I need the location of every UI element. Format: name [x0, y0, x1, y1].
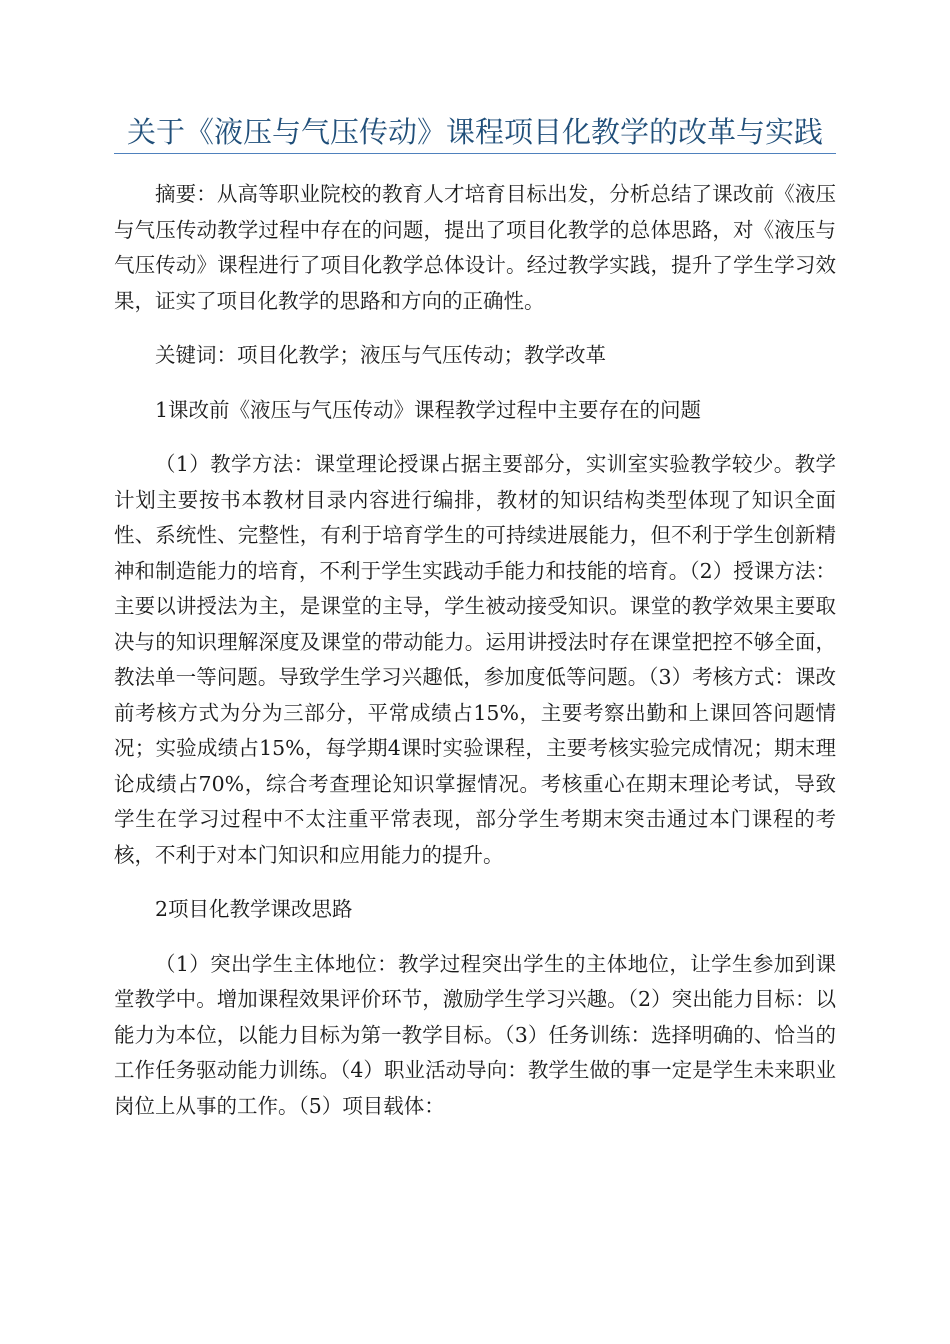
section-1-heading: 1课改前《液压与气压传动》课程教学过程中主要存在的问题 — [155, 397, 702, 422]
keywords-line: 关键词：项目化教学；液压与气压传动；教学改革 — [155, 343, 606, 367]
section-2-heading: 2项目化教学课改思路 — [155, 897, 353, 921]
title-underline — [114, 153, 836, 154]
abstract-paragraph: 摘要：从高等职业院校的教育人才培育目标出发，分析总结了课改前《液压与气压传动教学过程中存在的问题，提出了项目化教学的总体思路，对《液压与气压传动》课程进行了项目化教学总体设计。经过教学实践，提升了学生学习效果，证实了项目化教学的思路和方向的正确性。 — [114, 182, 836, 313]
document-body — [114, 177, 836, 1143]
document-title: 关于《液压与气压传动》课程项目化教学的改革与实践 — [126, 115, 823, 149]
section-2-paragraph: （1）突出学生主体地位：教学过程突出学生的主体地位，让学生参加到课堂教学中。增加课程效果评价环节，激励学生学习兴趣。（2）突出能力目标：以能力为本位，以能力目标为第一教学目标。（3）任务训练：选择明确的、恰当的工作任务驱动能力训练。（4）职业活动导向：教学生做的事一定是学生未来职业岗位上从事的工作。（5）项目载体： — [114, 951, 836, 1118]
section-1-paragraph: （1）教学方法：课堂理论授课占据主要部分，实训室实验教学较少。教学计划主要按书本教材目录内容进行编排，教材的知识结构类型体现了知识全面性、系统性、完整性，有利于培育学生的可持续进展能力，但不利于学生创新精神和制造能力的培育，不利于学生实践动手能力和技能的培育。（2）授课方法：主要以讲授法为主，是课堂的主导，学生被动接受知识。课堂的教学效果主要取决与的知识理解深度及课堂的带动能力。运用讲授法时存在课堂把控不够全面，教法单一等问题。导致学生学习兴趣低，参加度低等问题。（3）考核方式：课改前考核方式为分为三部分，平常成绩占15%，主要考察出勤和上课回答问题情况；实验成绩占15%，每学期4课时实验课程，主要考核实验完成情况；期末理论成绩占70%，综合考查理论知识掌握情况。考核重心在期末理论考试，导致学生在学习过程中不太注重平常表现，部分学生考期末突击通过本门课程的考核，不利于对本门知识和应用能力的提升。 — [114, 452, 836, 867]
